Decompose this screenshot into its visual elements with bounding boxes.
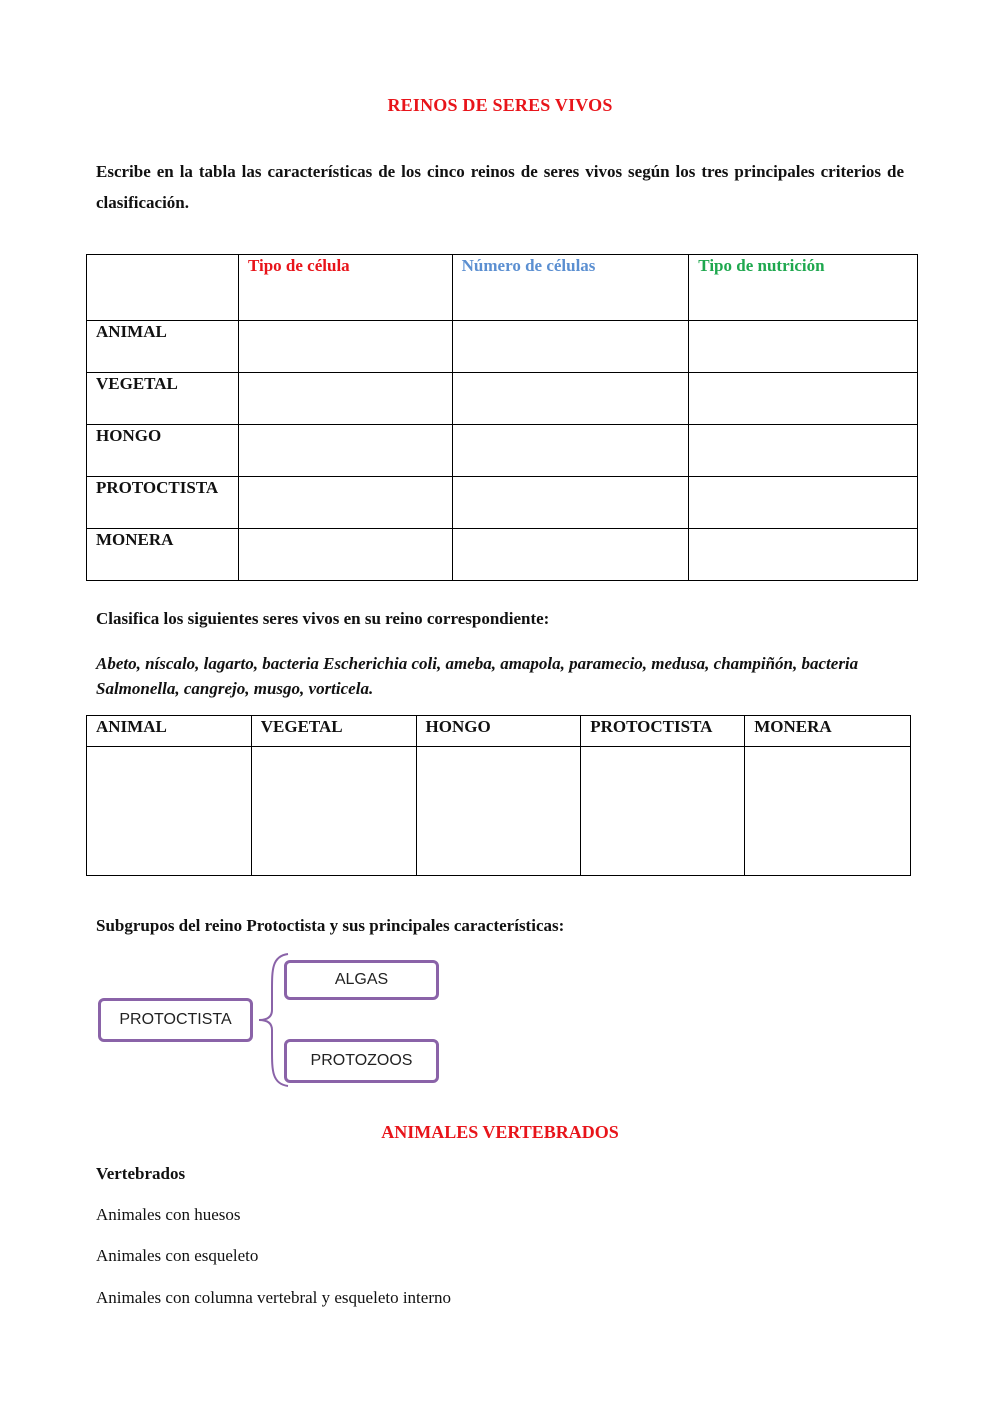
answer-cell[interactable] [689,529,918,581]
subgroups-prompt: Subgrupos del reino Protoctista y sus principales características: [96,916,565,935]
answer-cell[interactable] [689,425,918,477]
table-row [87,373,918,425]
header-tipo-celula: Tipo de célula [238,255,452,321]
vertebrados-option[interactable]: Animales con esqueleto [96,1246,259,1265]
instruction-text: Escribe en la tabla las características de los cinco reinos de seres vivos según los tres principales criterios de clasificación. [96,162,904,212]
table-row [87,477,918,529]
answer-cell-monera[interactable] [745,747,911,876]
table-header-row [87,716,911,747]
vertebrados-option[interactable]: Animales con huesos [96,1205,241,1224]
row-label-hongo: HONGO [87,425,239,477]
answer-cell[interactable] [238,425,452,477]
header-vegetal: VEGETAL [251,716,416,747]
answer-cell-hongo[interactable] [416,747,581,876]
answer-cell[interactable] [452,373,689,425]
row-label-vegetal: VEGETAL [87,373,239,425]
classification-table [86,715,911,876]
answer-cell[interactable] [689,373,918,425]
answer-cell[interactable] [689,477,918,529]
section-title-vertebrados: ANIMALES VERTEBRADOS [381,1122,619,1142]
header-tipo-nutricion: Tipo de nutrición [689,255,918,321]
answer-cell[interactable] [452,425,689,477]
row-label-animal: ANIMAL [87,321,239,373]
protozoos-box: PROTOZOOS [284,1039,439,1083]
table-row [87,747,911,876]
answer-cell[interactable] [238,321,452,373]
row-label-monera: MONERA [87,529,239,581]
header-protoctista: PROTOCTISTA [581,716,745,747]
header-animal: ANIMAL [87,716,252,747]
answer-cell[interactable] [452,477,689,529]
protoctista-box: PROTOCTISTA [98,998,253,1042]
header-monera: MONERA [745,716,911,747]
kingdoms-characteristics-table [86,254,918,581]
answer-cell[interactable] [452,529,689,581]
table-header-row [87,255,918,321]
answer-cell[interactable] [452,321,689,373]
answer-cell-protoctista[interactable] [581,747,745,876]
classify-prompt: Clasifica los siguientes seres vivos en su reino correspondiente: [96,609,550,628]
page-title: REINOS DE SERES VIVOS [387,95,613,115]
table-row [87,321,918,373]
row-label-protoctista: PROTOCTISTA [87,477,239,529]
table-row [87,529,918,581]
answer-cell[interactable] [238,529,452,581]
table-corner-cell [87,255,239,321]
vertebrados-option[interactable]: Animales con columna vertebral y esqueleto interno [96,1288,451,1307]
table-row [87,425,918,477]
answer-cell[interactable] [238,373,452,425]
algas-box: ALGAS [284,960,439,1000]
header-hongo: HONGO [416,716,581,747]
answer-cell-animal[interactable] [87,747,252,876]
organisms-list: Abeto, níscalo, lagarto, bacteria Escherichia coli, ameba, amapola, paramecio, medusa, champiñón, bacteria Salmonella, cangrejo, musgo, vorticela. [96,654,859,698]
vertebrados-heading: Vertebrados [96,1164,186,1183]
answer-cell[interactable] [689,321,918,373]
header-numero-celulas: Número de células [452,255,689,321]
answer-cell-vegetal[interactable] [251,747,416,876]
answer-cell[interactable] [238,477,452,529]
